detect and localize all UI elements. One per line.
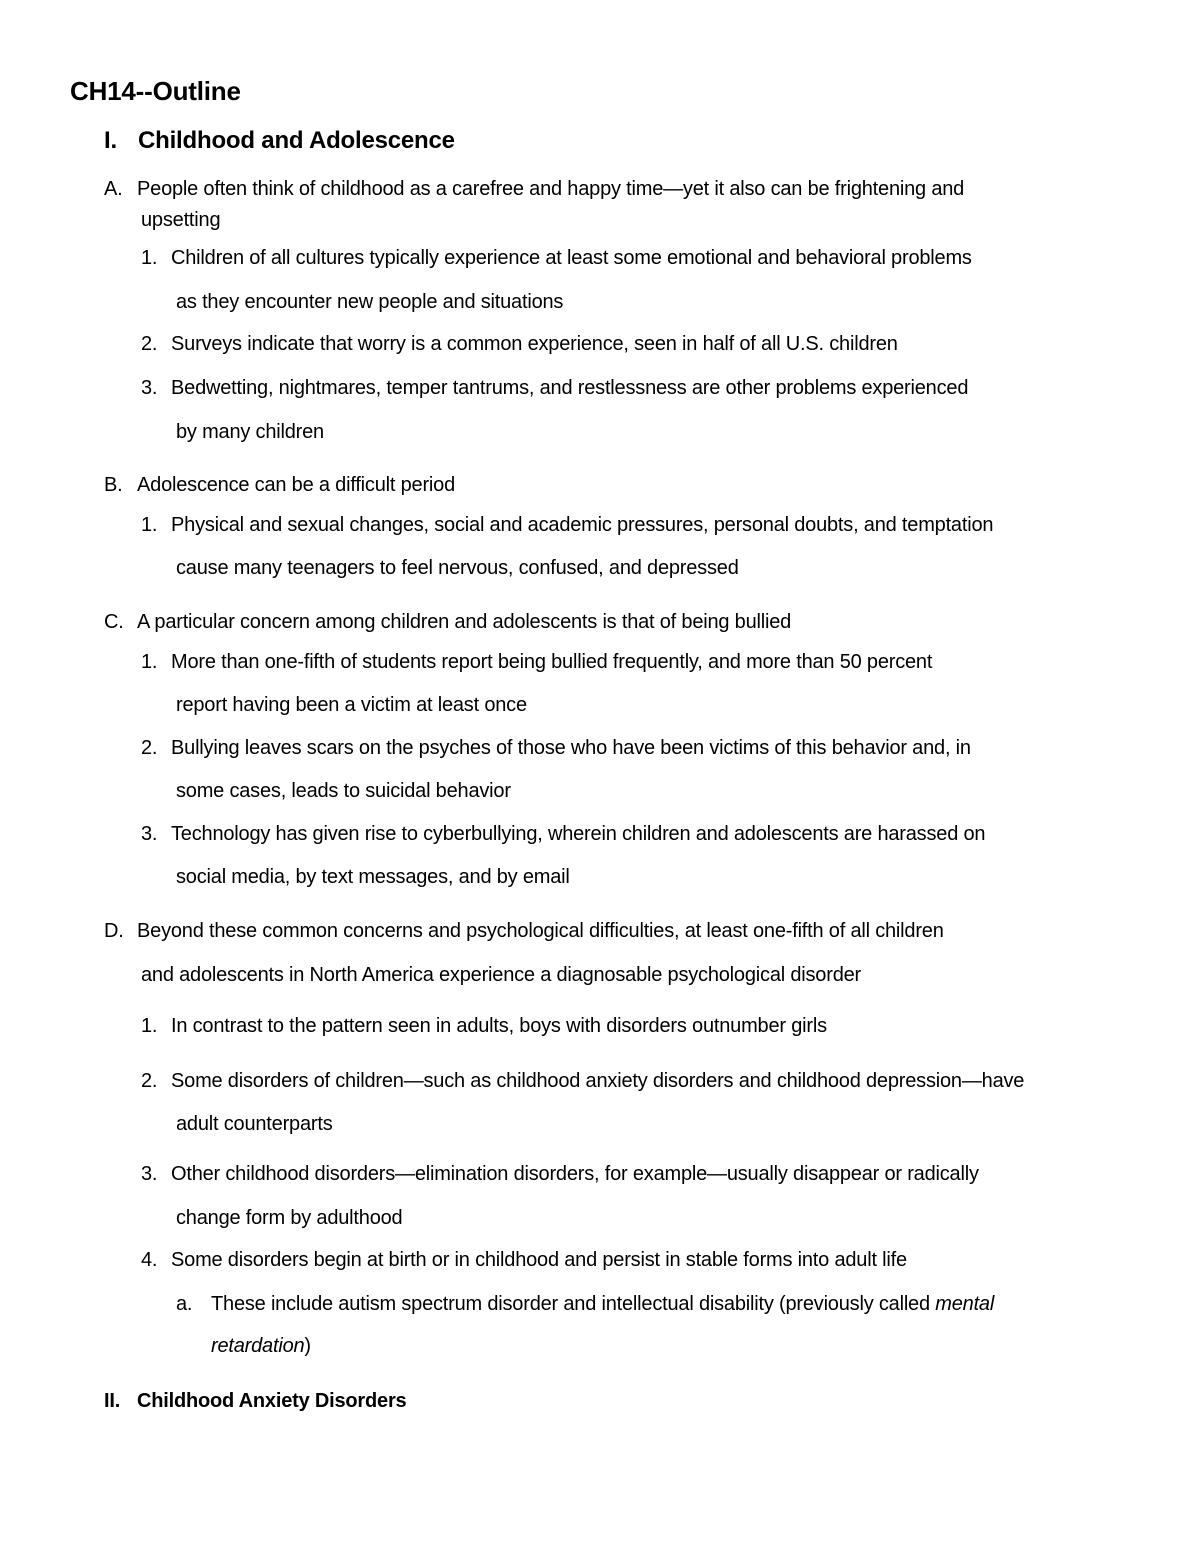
outline-marker-D4: 4. [141,1249,158,1271]
outline-text-D-line2: and adolescents in North America experience a diagnosable psychological disorder [141,964,861,986]
section-2-heading [104,1388,406,1414]
outline-text-C1-line1: More than one-fifth of students report being bullied frequently, and more than 50 percent [171,651,933,673]
outline-item-A3 [141,375,968,401]
outline-text-A2-line1: Surveys indicate that worry is a common experience, seen in half of all U.S. children [171,333,898,355]
outline-item-D2 [141,1068,1024,1094]
outline-text-B1-line1: Physical and sexual changes, social and academic pressures, personal doubts, and temptation [171,514,994,536]
outline-item-D3 [141,1161,979,1187]
outline-marker-A3: 3. [141,377,158,399]
outline-marker-A1: 1. [141,247,158,269]
outline-item-D1 [141,1013,827,1039]
outline-text-A-line1: People often think of childhood as a carefree and happy time—yet it also can be frightening and [137,178,965,200]
outline-item-A [104,176,964,202]
outline-text-D1-line1: In contrast to the pattern seen in adults, boys with disorders outnumber girls [171,1015,827,1037]
outline-marker-B1: 1. [141,514,158,536]
section-1-numeral: I. [104,127,117,154]
outline-text-D4a-line2 [211,1333,311,1359]
outline-text-D4a-italic-2: retardation [211,1335,305,1357]
outline-text-C3-line2: social media, by text messages, and by email [176,866,570,888]
outline-text-C3-line1: Technology has given rise to cyberbullying, wherein children and adolescents are harassed on [171,823,986,845]
outline-text-D-line1: Beyond these common concerns and psychological difficulties, at least one-fifth of all children [137,920,944,942]
outline-item-B1 [141,512,993,538]
outline-marker-D: D. [104,920,124,942]
outline-marker-D1: 1. [141,1015,158,1037]
outline-text-D3-line1: Other childhood disorders—elimination disorders, for example—usually disappear or radically [171,1163,979,1185]
outline-item-C2 [141,735,971,761]
outline-text-D4a-close: ) [304,1335,311,1357]
outline-text-A3-line2: by many children [176,421,324,443]
outline-item-C1 [141,649,932,675]
outline-marker-D4a: a. [176,1293,193,1315]
outline-text-C-line1: A particular concern among children and adolescents is that of being bullied [137,611,792,633]
outline-item-B [104,472,455,498]
outline-marker-A2: 2. [141,333,158,355]
outline-text-A-line2: upsetting [141,209,221,231]
outline-text-A1-line1: Children of all cultures typically experience at least some emotional and behavioral problems [171,247,972,269]
section-1-heading-text: Childhood and Adolescence [138,127,455,154]
outline-text-C2-line1: Bullying leaves scars on the psyches of those who have been victims of this behavior and, in [171,737,971,759]
outline-text-A1-line2: as they encounter new people and situations [176,291,564,313]
outline-marker-D3: 3. [141,1163,158,1185]
outline-text-B1-line2: cause many teenagers to feel nervous, confused, and depressed [176,557,739,579]
outline-marker-C3: 3. [141,823,158,845]
outline-text-D2-line2: adult counterparts [176,1113,333,1135]
outline-item-D [104,918,944,944]
outline-item-C [104,609,791,635]
section-2-numeral: II. [104,1390,121,1412]
outline-text-D4a-italic-1: mental [935,1293,995,1315]
outline-marker-C2: 2. [141,737,158,759]
outline-text-D3-line2: change form by adulthood [176,1207,403,1229]
outline-text-D4-line1: Some disorders begin at birth or in childhood and persist in stable forms into adult life [171,1249,907,1271]
outline-text-D4a-line1: These include autism spectrum disorder and intellectual disability (previously called [211,1293,936,1315]
outline-text-C2-line2: some cases, leads to suicidal behavior [176,780,511,802]
outline-marker-B: B. [104,474,123,496]
document-title: CH14--Outline [70,76,241,106]
section-1-heading [104,126,455,156]
outline-text-C1-line2: report having been a victim at least once [176,694,527,716]
outline-item-D4 [141,1247,907,1273]
outline-item-C3 [141,821,985,847]
section-2-heading-text: Childhood Anxiety Disorders [137,1390,407,1412]
outline-item-A1 [141,245,972,271]
outline-marker-A: A. [104,178,123,200]
outline-text-A3-line1: Bedwetting, nightmares, temper tantrums, and restlessness are other problems experienced [171,377,969,399]
outline-item-D4a [176,1291,994,1317]
outline-marker-C1: 1. [141,651,158,673]
outline-text-D2-line1: Some disorders of children—such as childhood anxiety disorders and childhood depression—have [171,1070,1025,1092]
outline-marker-D2: 2. [141,1070,158,1092]
outline-item-A2 [141,331,898,357]
outline-marker-C: C. [104,611,124,633]
outline-text-B-line1: Adolescence can be a difficult period [137,474,456,496]
